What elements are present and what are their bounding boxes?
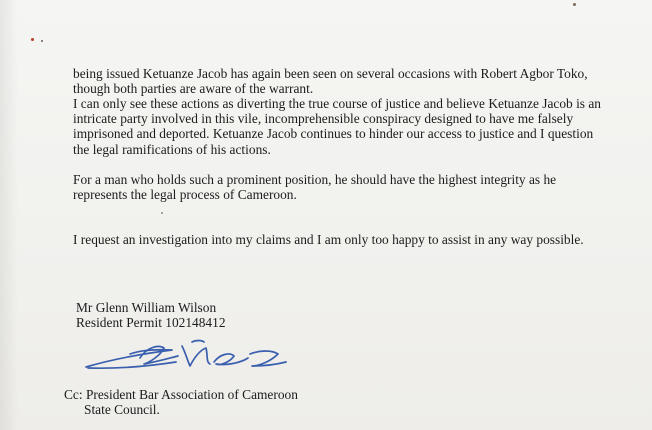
ink-mark-corner [573,3,576,6]
signature-stroke [192,341,204,343]
paragraph-warrant [73,66,593,96]
signatory-block [76,300,376,330]
text-line: represents the legal process of Cameroon. [73,187,297,203]
text-line: For a man who holds such a prominent position, he should have the highest integrity as he [73,172,557,187]
signature-stroke [182,346,210,366]
text-line: the legal ramifications of his actions. [73,141,271,157]
cc-recipient: Cc: President Bar Association of Cameroon [64,387,298,402]
handwritten-signature [80,336,290,376]
signatory-name: Mr Glenn William Wilson [76,300,217,315]
cc-recipient: State Council. [84,402,160,418]
text-line: intricate party involved in this vile, incomprehensible conspiracy designed to have me falsely [73,111,574,127]
signature-stroke [214,354,248,365]
text-line: though both parties are aware of the warrant. [73,81,314,97]
cc-block [64,387,384,417]
text-line: imprisoned and deported. Ketuanze Jacob continues to hinder our access to justice and I question [73,126,594,142]
text-line: being issued Ketuanze Jacob has again been seen on several occasions with Robert Agbor Toko, [73,66,588,81]
ink-mark-dark [41,40,43,42]
ink-mark-red [31,38,34,41]
paragraph-conspiracy [73,96,601,157]
text-line: I can only see these actions as diverting the true course of justice and believe Ketuanze Jacob is an [73,96,601,111]
signatory-permit: Resident Permit 102148412 [76,315,226,331]
text-line: I request an investigation into my claims and I am only too happy to assist in any way possible. [73,232,584,247]
paragraph-integrity [73,172,593,202]
ink-mark-mid [161,212,163,214]
paragraph-request [73,232,593,247]
signature-stroke [250,351,286,366]
